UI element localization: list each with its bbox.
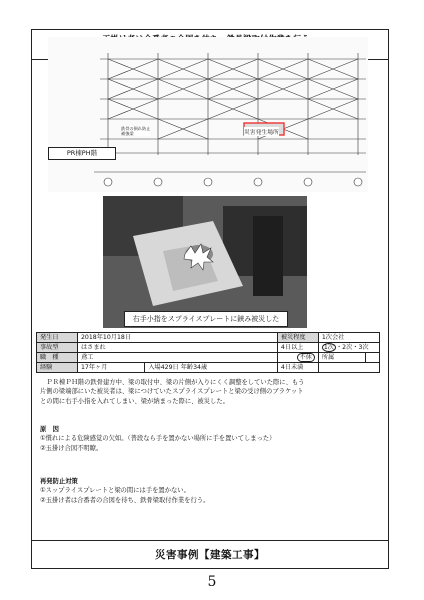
- narrative-line-3: との間に右手小指を入れてしまい、梁が納まった際に、被災した。: [40, 397, 229, 405]
- photo-caption: 右手小指をスプライスプレートに鋏み被災した: [124, 311, 288, 327]
- page-number: 5: [207, 574, 217, 590]
- area-label: PR棟PH階: [48, 147, 116, 160]
- cause-heading: 原 因: [40, 426, 59, 433]
- site-label: 災害発生場所: [244, 127, 279, 136]
- incident-info-table: [36, 332, 380, 373]
- prevention-item-2: ②玉掛け者は合番者の合図を待ち、鉄骨梁取付作業を行う。: [40, 496, 210, 504]
- blank-cell: [318, 363, 379, 373]
- cause-item-1: ①慣れによる危険感覚の欠如。（普段なら手を置かない場所に手を置いてしまった）: [40, 435, 276, 443]
- rest-mark: 不休: [297, 353, 315, 362]
- entry-days: 入場429日: [148, 364, 179, 371]
- days-value: 4日以上: [277, 343, 318, 353]
- narrative: [40, 378, 380, 406]
- narrative-line-2: 片側の梁端部にいた被災者は、梁につけていたスプライスプレートと梁の受け側のブラケット: [40, 388, 304, 396]
- tier-rest: ・2次・3次: [336, 344, 369, 351]
- type-value: はさまれ: [78, 343, 278, 353]
- entry-age: [145, 363, 278, 373]
- exp-key: 経験: [37, 363, 78, 373]
- affil-value: [365, 353, 379, 363]
- under4-value: 4日未満: [277, 363, 318, 373]
- cause-item-2: ②玉掛け合図不明瞭。: [40, 444, 103, 452]
- diagram-note: [121, 126, 150, 136]
- trade-value: 鳶工: [78, 353, 278, 363]
- cause-section: [40, 425, 275, 453]
- date-key: 発生日: [37, 333, 78, 343]
- degree-value: 1次会社: [318, 333, 379, 343]
- age-value: 年齢34歳: [180, 364, 208, 371]
- exp-value: 17年ヶ月: [78, 363, 145, 373]
- rest-cell: [277, 353, 318, 363]
- date-value: 2018年10月18日: [78, 333, 278, 343]
- narrative-line-1: ＰＲ棟ＰＨ階の鉄骨建方中、梁の取付中、梁の片側が入りにくく調整をしていた際に、もう: [40, 379, 305, 386]
- tier-1: 1次: [323, 344, 334, 351]
- structural-diagram: [48, 37, 368, 192]
- affil-key: 所属: [318, 353, 365, 363]
- diagram-note-1: 鉄骨の倒れ防止: [121, 126, 151, 131]
- degree-key: 被災程度: [277, 333, 318, 343]
- prevention-heading: 再発防止対策: [40, 478, 78, 485]
- prevention-item-1: ①スップライスプレートと梁の間には手を置かない。: [40, 487, 190, 495]
- footer-title: 災害事例【建築工事】: [32, 540, 388, 568]
- type-key: 事故型: [37, 343, 78, 353]
- diagram-note-2: 補強梁: [121, 131, 134, 136]
- prevention-section: [40, 477, 209, 505]
- trade-key: 職 種: [37, 353, 78, 363]
- tier-cell: [318, 343, 379, 353]
- accident-photo: [103, 196, 307, 328]
